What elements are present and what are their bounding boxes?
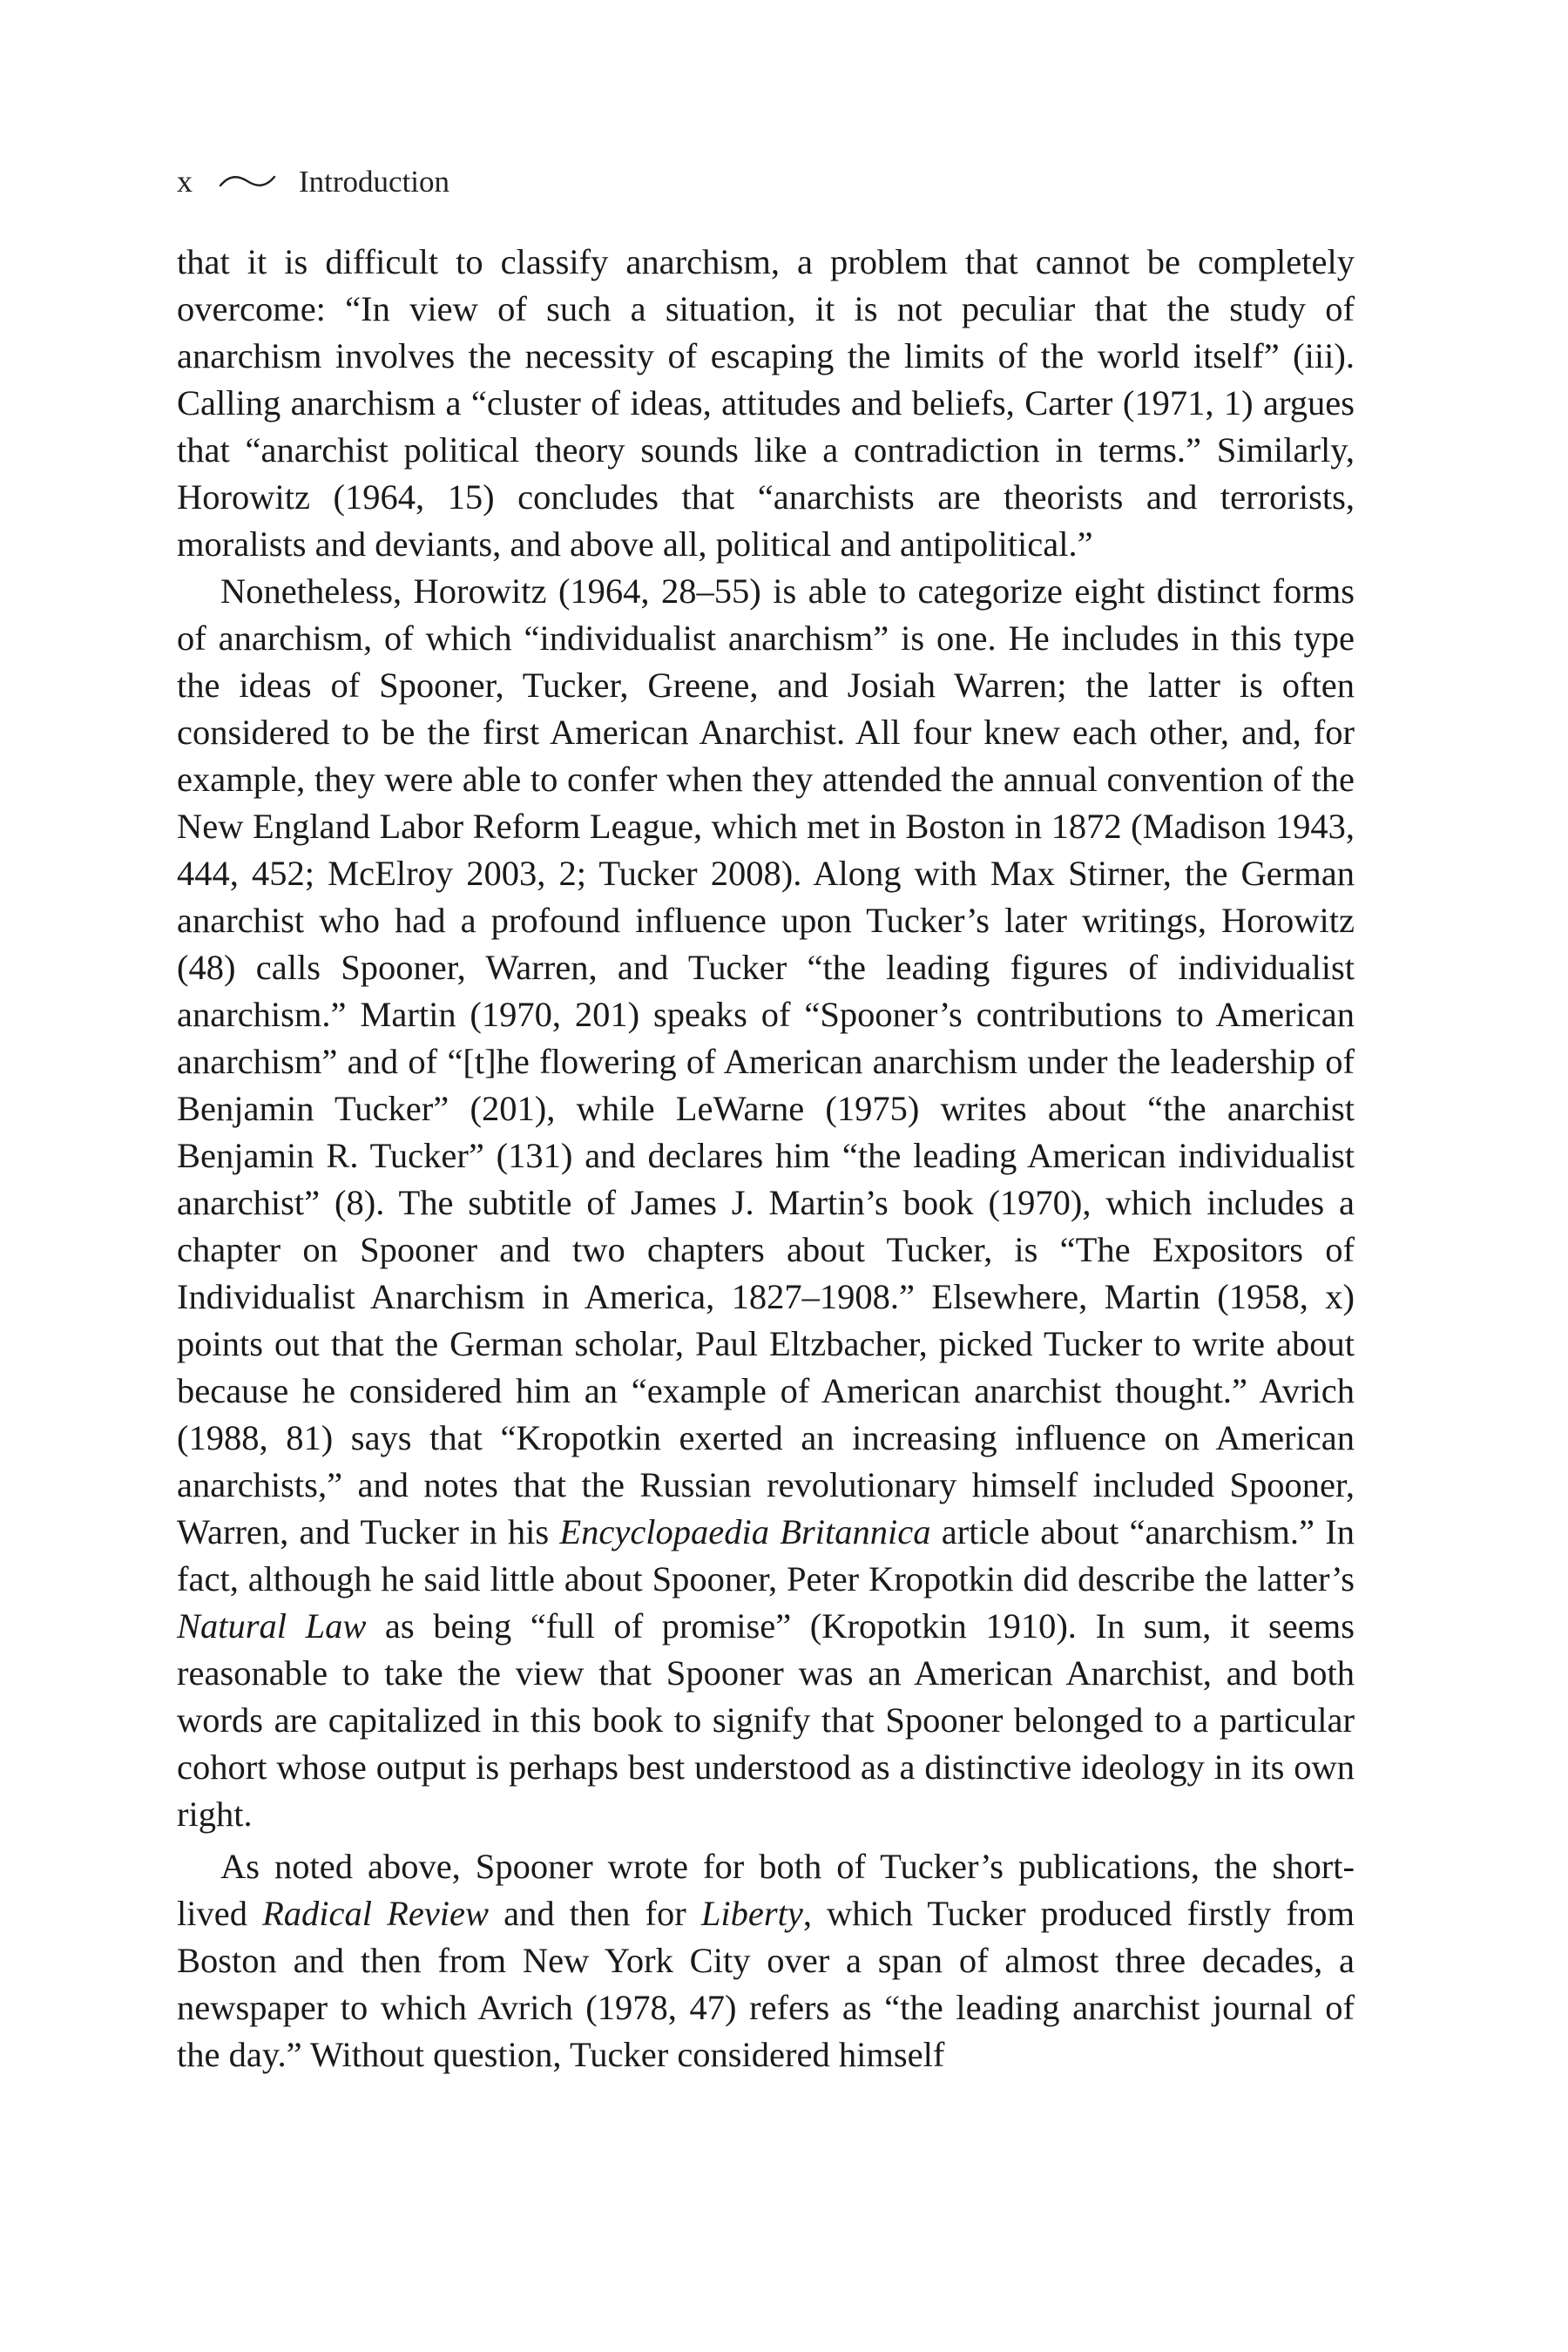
text-run: article about “anarchism.” In fact, although he said little about Spooner, Peter Kropotkin did describe the latter’s xyxy=(177,1512,1355,1598)
running-head xyxy=(177,166,1355,197)
text-run: as being “full of promise” (Kropotkin 1910). In sum, it seems reasonable to take the view that Spooner was an American Anarchist, and both words are capitalized in this book to signify that Spooner belonged to a particular cohort whose output is perhaps best understood as a distinctive ideology in its own right. xyxy=(177,1606,1355,1834)
paragraph-1 xyxy=(177,239,1355,568)
italic-title: Radical Review xyxy=(262,1894,490,1933)
running-title: Introduction xyxy=(299,164,450,199)
text-run: As noted above, Spooner wrote for both of Tucker’s publications, the short-lived xyxy=(177,1847,1355,1933)
swash-dash-icon xyxy=(219,171,276,192)
text-run: , which Tucker produced firstly from Boston and then from New York City over a span of almost three decades, a newspaper to which Avrich (1978, 47) refers as “the leading anarchist journal of the day.” Without question, Tucker considered himself xyxy=(177,1894,1355,2074)
paragraph-3 xyxy=(177,1843,1355,2078)
text-run: and then for xyxy=(489,1894,701,1933)
text-run: Nonetheless, Horowitz (1964, 28–55) is able to categorize eight distinct forms of anarchism, of which “individualist anarchism” is one. He includes in this type the ideas of Spooner, Tucker, Greene, and Josiah Warren; the latter is often considered to be the first American Anarchist. All four knew each other, and, for example, they were able to confer when they attended the annual convention of the New England Labor Reform League, which met in Boston in 1872 (Madison 1943, 444, 452; McElroy 2003, 2; Tucker 2008). Along with Max Stirner, the German anarchist who had a profound influence upon Tucker’s later writings, Horowitz (48) calls Spooner, Warren, and Tucker “the leading figures of individualist anarchism.” Martin (1970, 201) speaks of “Spooner’s contributions to American anarchism” and of “[t]he flowering of American anarchism under the leadership of Benjamin Tucker” (201), while LeWarne (1975) writes about “the anarchist Benjamin R. Tucker” (131) and declares him “the leading American individualist anarchist” (8). The subtitle of James J. Martin’s book (1970), which includes a chapter on Spooner and two chapters about Tucker, is “The Expositors of Individualist Anarchism in America, 1827–1908.” Elsewhere, Martin (1958, x) points out that the German scholar, Paul Eltzbacher, picked Tucker to write about because he considered him an “example of American anarchist thought.” Avrich (1988, 81) says that “Kropotkin exerted an increasing influence on American anarchists,” and notes that the Russian revolutionary himself included Spooner, Warren, and Tucker in his xyxy=(177,571,1355,1551)
italic-title: Liberty xyxy=(700,1894,803,1933)
text-run: that it is difficult to classify anarchism, a problem that cannot be completely overcome: “In view of such a situation, it is not peculiar that the study of anarchism involves the necessity of escaping the limits of the world itself” (iii). Calling anarchism a “cluster of ideas, attitudes and beliefs, Carter (1971, 1) argues that “anarchist political theory sounds like a contradiction in terms.” Similarly, Horowitz (1964, 15) concludes that “anarchists are theorists and terrorists, moralists and deviants, and above all, political and antipolitical.” xyxy=(177,242,1355,564)
paragraph-2 xyxy=(177,568,1355,1838)
body-text xyxy=(177,239,1355,2078)
italic-title: Natural Law xyxy=(177,1606,367,1646)
book-page xyxy=(177,166,1355,2078)
page-number: x xyxy=(177,164,193,199)
italic-title: Encyclopaedia Britannica xyxy=(559,1512,931,1551)
